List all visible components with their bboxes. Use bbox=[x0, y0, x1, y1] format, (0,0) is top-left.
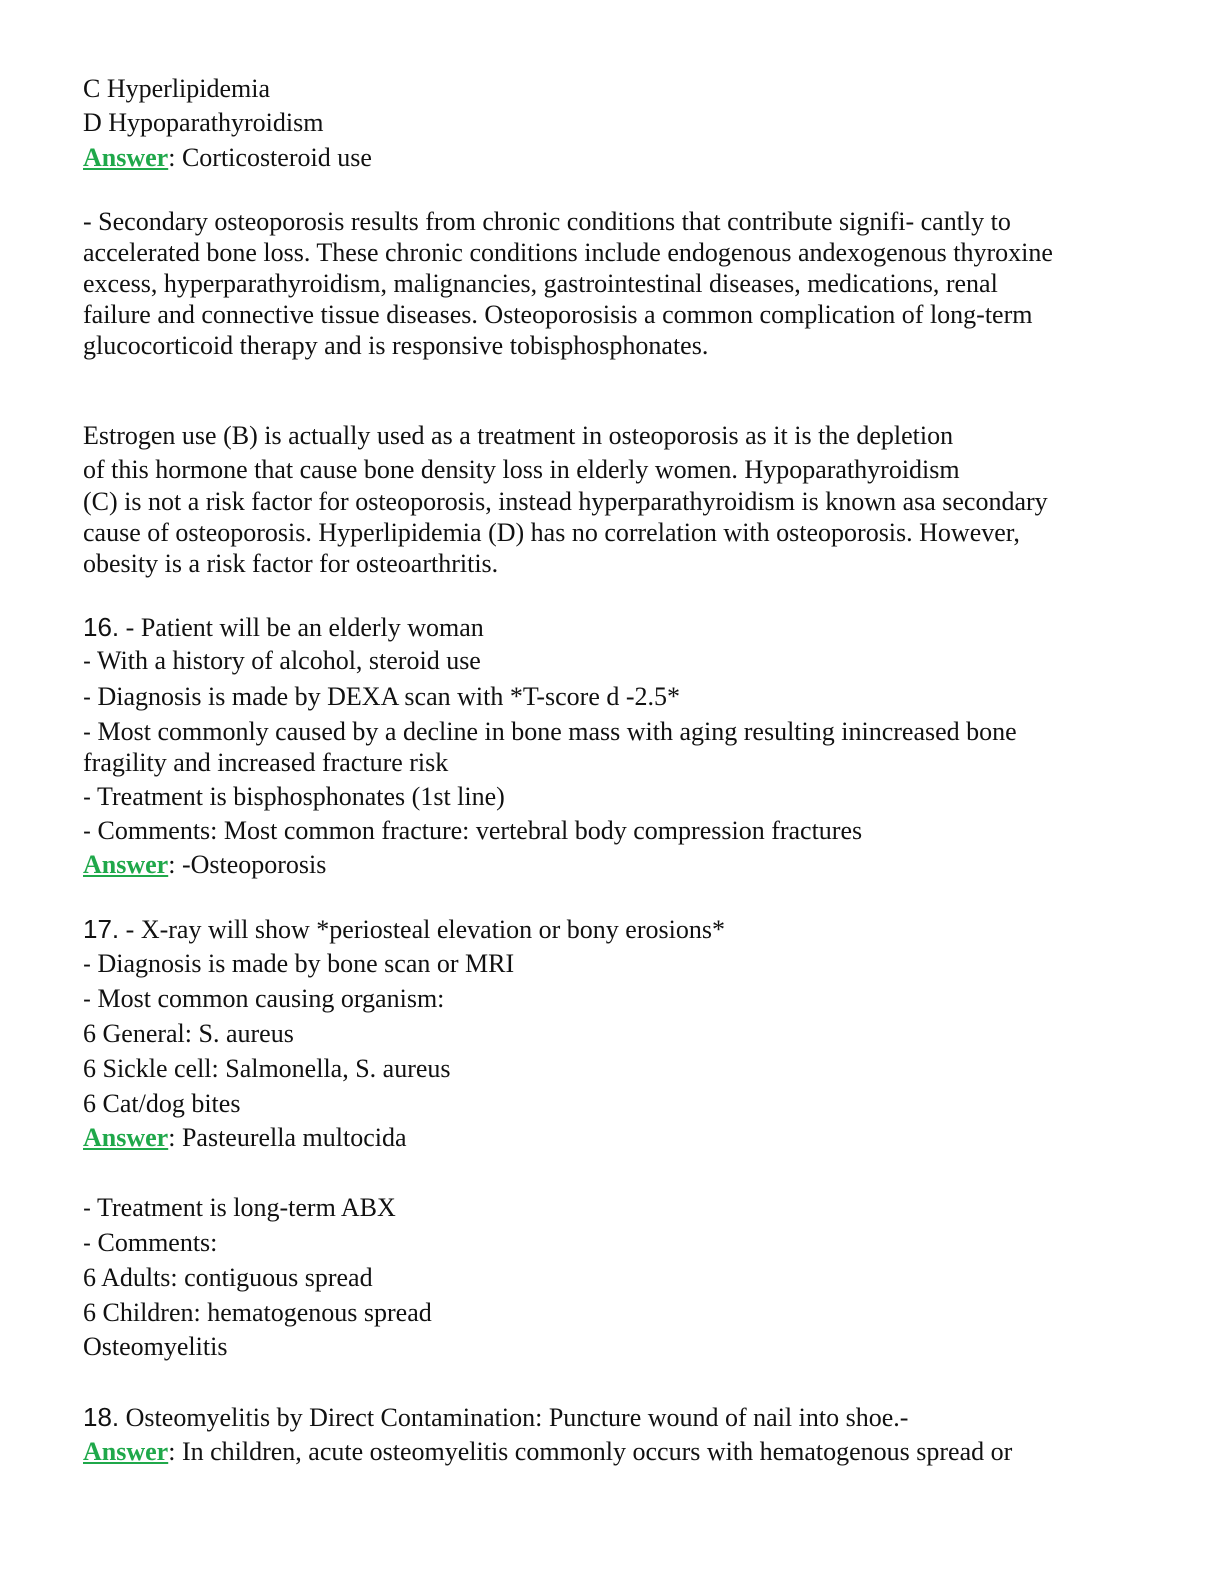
question-text: Osteomyelitis by Direct Contamination: Puncture wound of nail into shoe.- bbox=[125, 1403, 909, 1432]
bullet-dash: - bbox=[83, 719, 91, 746]
bullet-line bbox=[83, 1195, 396, 1221]
topic-label: Osteomyelitis bbox=[83, 1332, 228, 1361]
bullet-text: - X-ray will show *periosteal elevation or bony erosions* bbox=[125, 915, 725, 944]
answer-label: Answer bbox=[83, 1437, 169, 1466]
bullet-dash: - bbox=[83, 1195, 91, 1222]
bullet-text: Diagnosis is made by DEXA scan with *T-score d -2.5* bbox=[97, 682, 681, 711]
question-17-line bbox=[83, 916, 725, 943]
list-item: 6 Adults: contiguous spread bbox=[83, 1263, 373, 1292]
paragraph-line: cause of osteoporosis. Hyperlipidemia (D) has no correlation with osteoporosis. However, bbox=[83, 518, 1020, 547]
bullet-dash: - bbox=[83, 818, 91, 845]
answer-line-17: Answer: Pasteurella multocida bbox=[83, 1123, 407, 1152]
answer-text: -Osteoporosis bbox=[181, 850, 327, 879]
bullet-text: - Patient will be an elderly woman bbox=[125, 613, 484, 642]
answer-text: In children, acute osteomyelitis commonly occurs with hematogenous spread or bbox=[181, 1437, 1013, 1466]
paragraph-line: accelerated bone loss. These chronic conditions include endogenous andexogenous thyroxine bbox=[83, 238, 1053, 267]
question-number: 17. bbox=[83, 914, 120, 944]
bullet-line bbox=[83, 1230, 217, 1256]
question-18-line bbox=[83, 1404, 908, 1431]
answer-text: Corticosteroid use bbox=[181, 143, 372, 172]
bullet-text: Treatment is long-term ABX bbox=[97, 1193, 396, 1222]
question-16-line bbox=[83, 614, 484, 641]
bullet-continuation: fragility and increased fracture risk bbox=[83, 748, 449, 777]
list-item: 6 Children: hematogenous spread bbox=[83, 1298, 432, 1327]
option-d bbox=[83, 110, 323, 136]
bullet-dash: - bbox=[83, 1230, 91, 1257]
answer-text: Pasteurella multocida bbox=[181, 1123, 407, 1152]
bullet-dash: - bbox=[83, 986, 91, 1013]
bullet-line bbox=[83, 648, 481, 674]
paragraph-line: glucocorticoid therapy and is responsive tobisphosphonates. bbox=[83, 331, 709, 360]
answer-label: Answer bbox=[83, 850, 169, 879]
bullet-line bbox=[83, 986, 444, 1012]
list-item: 6 Sickle cell: Salmonella, S. aureus bbox=[83, 1054, 451, 1083]
bullet-line bbox=[83, 719, 1017, 745]
answer-label: Answer bbox=[83, 143, 169, 172]
paragraph-line: excess, hyperparathyroidism, malignancies, gastrointestinal diseases, medications, renal bbox=[83, 269, 998, 298]
option-c bbox=[83, 76, 270, 102]
paragraph-line: failure and connective tissue diseases. Osteoporosisis a common complication of long-term bbox=[83, 300, 1033, 329]
bullet-line bbox=[83, 684, 680, 710]
answer-label: Answer bbox=[83, 1123, 169, 1152]
answer-line-1: Answer: Corticosteroid use bbox=[83, 143, 372, 172]
paragraph-line: of this hormone that cause bone density loss in elderly women. Hypoparathyroidism bbox=[83, 455, 960, 484]
bullet-text: Comments: Most common fracture: vertebral body compression fractures bbox=[97, 816, 863, 845]
paragraph-line: - Secondary osteoporosis results from chronic conditions that contribute signifi- cantly to bbox=[83, 207, 1011, 236]
option-d-text: D Hypoparathyroidism bbox=[83, 108, 324, 137]
bullet-dash: - bbox=[83, 648, 91, 675]
bullet-text: Treatment is bisphosphonates (1st line) bbox=[97, 782, 505, 811]
bullet-dash: - bbox=[83, 684, 91, 711]
bullet-text: Diagnosis is made by bone scan or MRI bbox=[97, 949, 515, 978]
question-number: 18. bbox=[83, 1402, 120, 1432]
bullet-line bbox=[83, 951, 514, 977]
paragraph-line: (C) is not a risk factor for osteoporosis, instead hyperparathyroidism is known asa secondary bbox=[83, 487, 1048, 516]
answer-line-16: Answer: -Osteoporosis bbox=[83, 850, 327, 879]
bullet-dash: - bbox=[83, 951, 91, 978]
list-item: 6 General: S. aureus bbox=[83, 1019, 294, 1048]
list-item: 6 Cat/dog bites bbox=[83, 1089, 241, 1118]
bullet-dash: - bbox=[83, 784, 91, 811]
bullet-text: Comments: bbox=[97, 1228, 218, 1257]
bullet-line bbox=[83, 818, 862, 844]
bullet-text: Most common causing organism: bbox=[97, 984, 445, 1013]
bullet-text: Most commonly caused by a decline in bone mass with aging resulting inincreased bone bbox=[97, 717, 1017, 746]
option-c-text: C Hyperlipidemia bbox=[83, 74, 271, 103]
paragraph-line: Estrogen use (B) is actually used as a treatment in osteoporosis as it is the depletion bbox=[83, 421, 954, 450]
bullet-line bbox=[83, 784, 505, 810]
question-number: 16. bbox=[83, 612, 120, 642]
answer-line-18: Answer: In children, acute osteomyelitis commonly occurs with hematogenous spread or bbox=[83, 1437, 1013, 1466]
paragraph-line: obesity is a risk factor for osteoarthritis. bbox=[83, 549, 499, 578]
bullet-text: With a history of alcohol, steroid use bbox=[97, 646, 481, 675]
